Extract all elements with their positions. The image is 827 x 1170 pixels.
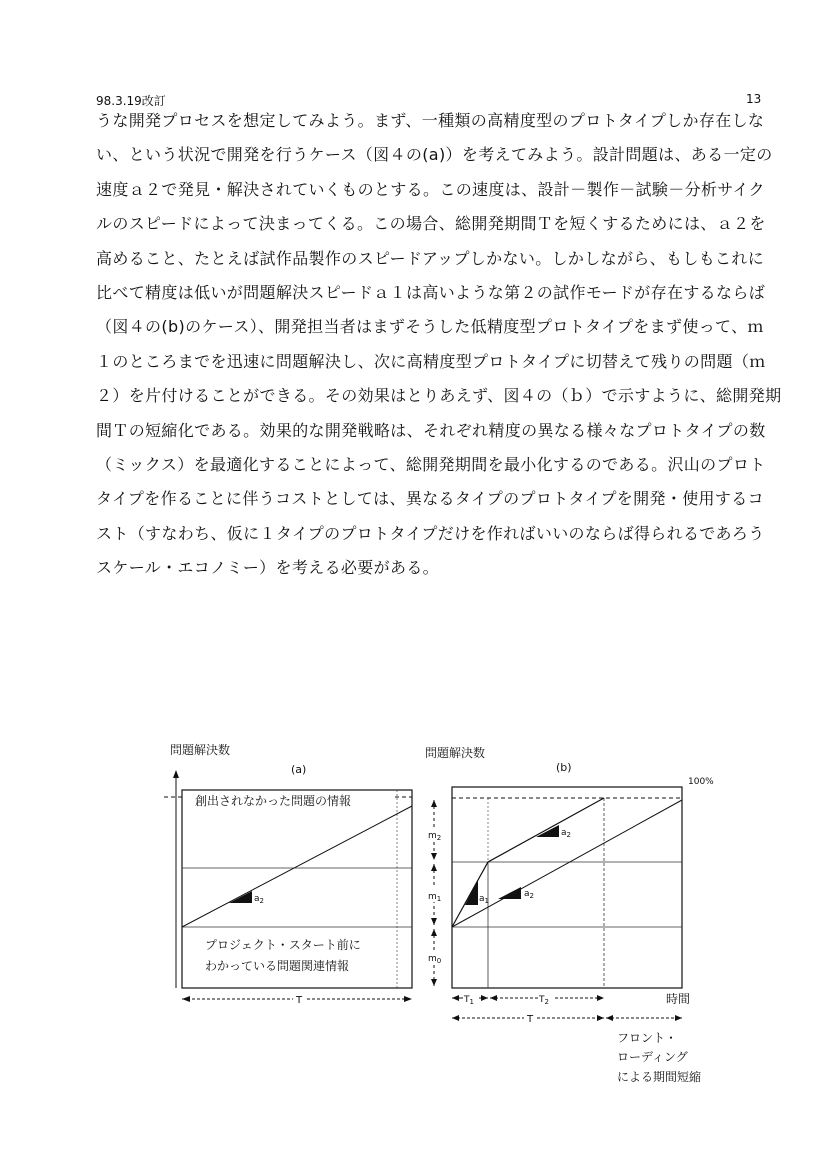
panel-a-progress-line bbox=[182, 806, 412, 927]
panel-a bbox=[164, 742, 412, 1006]
panel-b-note-3: による期間短縮 bbox=[617, 1070, 702, 1084]
body-line: （ミックス）を最適化することによって、総開発期間を最小化するのである。沢山のプロト bbox=[96, 454, 766, 474]
arrow-up-icon bbox=[431, 864, 437, 871]
panel-b-note-2: ローディング bbox=[617, 1050, 688, 1064]
panel-b-total-t-label: T bbox=[527, 1014, 534, 1025]
arrow-right-icon bbox=[404, 996, 412, 1002]
panel-b-m1-label: $m_1$ bbox=[428, 892, 442, 903]
panel-b-slope-a2-upper: $a_2$ bbox=[561, 828, 571, 839]
arrow-down-icon bbox=[431, 853, 437, 860]
body-line: 高めること、たとえば試作品製作のスピードアップしかない。しかしながら、もしもこれに bbox=[96, 248, 765, 268]
arrow-up-icon bbox=[431, 800, 437, 807]
body-line: スト（すなわち、仮に１タイプのプロトタイプだけを作ればいいのならば得られるであろう bbox=[96, 523, 765, 543]
panel-b-slope-a1: $a_1$ bbox=[479, 894, 489, 905]
panel-b-frame bbox=[452, 787, 682, 988]
body-line: 速度ａ２で発見・解決されていくものとする。この速度は、設計－製作－試験－分析サイク bbox=[96, 179, 765, 199]
arrow-left-icon bbox=[490, 995, 497, 1001]
body-line: 比べて精度は低いが問題解決スピードａ１は高いような第２の試作モードが存在するならば bbox=[96, 282, 766, 302]
body-line: い、という状況で開発を行うケース（図４の(a)）を考えてみよう。設計問題は、ある一定の bbox=[96, 145, 773, 165]
arrow-left-icon bbox=[182, 996, 190, 1002]
body-line: ２）を片付けることができる。その効果はとりあえず、図４の（ｂ）で示すように、総開発期 bbox=[96, 386, 782, 406]
panel-a-bottom-label-2: わかっている問題関連情報 bbox=[205, 959, 350, 973]
body-line: うな開発プロセスを想定してみよう。まず、一種類の高精度型のプロトタイプしか存在しな bbox=[96, 111, 765, 130]
body-line: （図４の(b)のケース）、開発担当者はまずそうした低精度型プロトタイプをまず使って、ｍ bbox=[96, 317, 764, 337]
panel-b-fast-path bbox=[452, 798, 604, 927]
body-line: 間Ｔの短縮化である。効果的な開発戦略は、それぞれ精度の異なる様々なプロトタイプの数 bbox=[96, 420, 766, 440]
panel-b bbox=[425, 745, 714, 1084]
page-number: 13 bbox=[746, 92, 762, 106]
body-line: ルのスピードによって決まってくる。この場合、総開発期間Ｔを短くするためには、ａ２を bbox=[96, 214, 766, 234]
body-line: スケール・エコノミー）を考える必要がある。 bbox=[96, 558, 440, 578]
panel-a-slope-triangle bbox=[229, 891, 252, 903]
panel-b-slope-a2-lower-triangle bbox=[498, 887, 521, 899]
arrow-up-icon bbox=[173, 770, 179, 778]
arrow-left-icon bbox=[606, 1015, 613, 1021]
panel-b-m2-label: $m_2$ bbox=[428, 831, 442, 842]
panel-a-label: (a) bbox=[291, 763, 307, 776]
panel-a-t-label: T bbox=[296, 995, 303, 1006]
arrow-down-icon bbox=[431, 979, 437, 986]
panel-b-ylabel: 問題解決数 bbox=[425, 746, 486, 760]
panel-b-time-label: 時間 bbox=[666, 992, 691, 1006]
panel-b-t2-label: $T_2$ bbox=[539, 995, 549, 1006]
panel-b-t1-label: $T_1$ bbox=[464, 995, 474, 1006]
panel-a-bottom-label-1: プロジェクト・スタート前に bbox=[205, 938, 361, 952]
panel-a-ylabel: 問題解決数 bbox=[170, 743, 231, 757]
panel-b-note-1: フロント・ bbox=[617, 1031, 678, 1045]
panel-a-slope-label: $a_2$ bbox=[254, 894, 264, 905]
body-line: タイプを作ることに伴うコストとしては、異なるタイプのプロトタイプを開発・使用するコ bbox=[96, 489, 764, 509]
panel-b-m0-label: $m_0$ bbox=[428, 954, 442, 965]
panel-b-slope-a2-upper-triangle bbox=[536, 825, 559, 837]
panel-b-label: (b) bbox=[556, 761, 572, 774]
panel-b-100pct: 100% bbox=[688, 777, 714, 787]
arrow-right-icon bbox=[597, 995, 604, 1001]
arrow-up-icon bbox=[431, 929, 437, 936]
arrow-right-icon bbox=[481, 995, 488, 1001]
arrow-left-icon bbox=[452, 995, 459, 1001]
body-line: １のところまでを迅速に問題解決し、次に高精度型プロトタイプに切替えて残りの問題（ｍ bbox=[96, 351, 766, 371]
arrow-down-icon bbox=[431, 918, 437, 925]
header-date: 98.3.19改訂 bbox=[96, 94, 166, 108]
panel-b-slope-a2-lower: $a_2$ bbox=[524, 889, 534, 900]
arrow-right-icon bbox=[597, 1015, 604, 1021]
panel-a-top-label: 創出されなかった問題の情報 bbox=[195, 794, 352, 808]
arrow-right-icon bbox=[675, 1015, 682, 1021]
arrow-left-icon bbox=[452, 1015, 459, 1021]
